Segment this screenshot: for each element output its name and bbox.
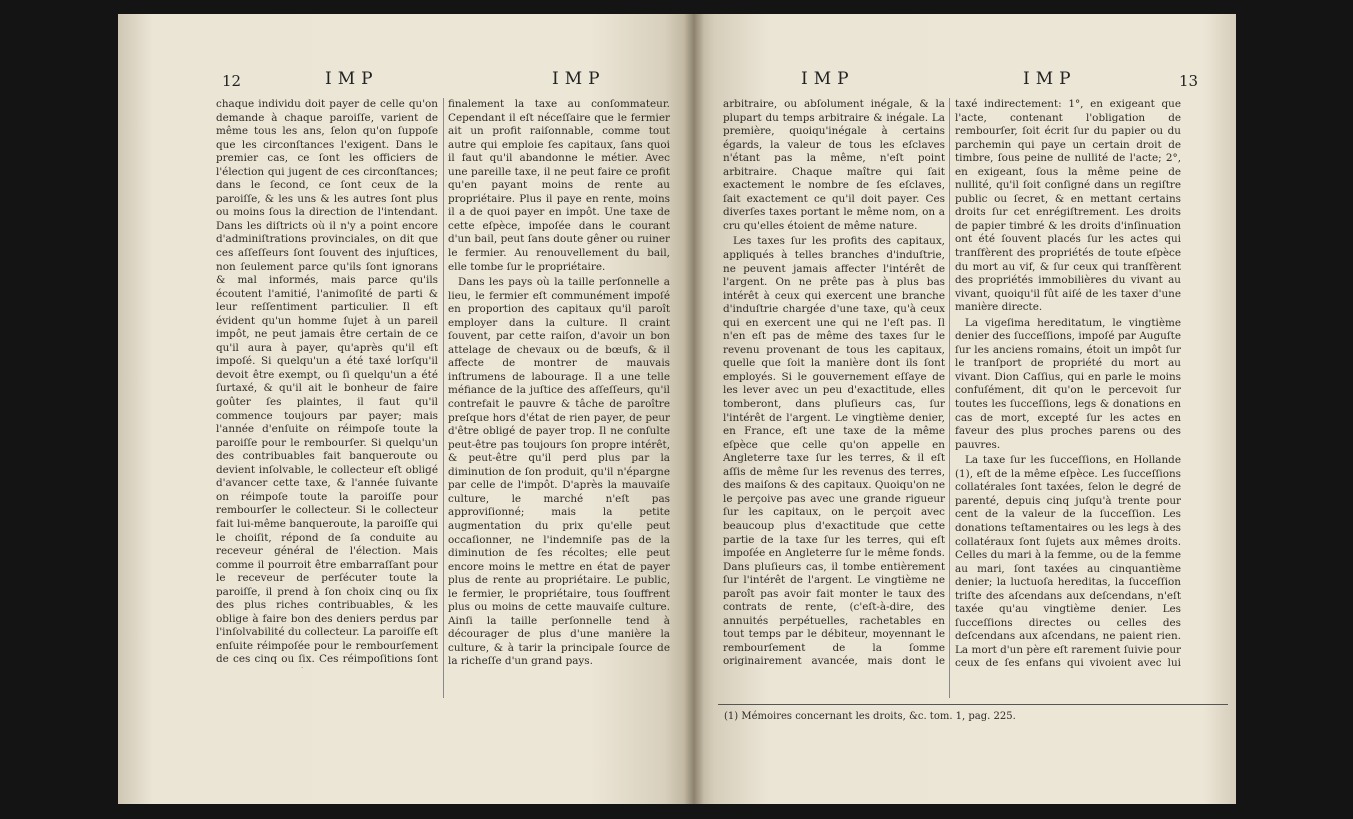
book-gutter (684, 14, 704, 804)
running-head-left-2: IMP (552, 69, 606, 89)
right-column-2 (955, 98, 1181, 668)
paragraph: Dans les pays où la taille perſonnelle a lieu, le fermier eſt communément impoſé en proportion des capitaux qu'il paroît employer dans la culture. Il craint ſouvent, par cette raiſon, d'avoir un bon attelage de chevaux ou de bœufs, & il affecte de montrer de mauvais inſtrumens de labourage. Il a une telle méfiance de la juſtice des aſſeſſeurs, qu'il contrefait le pauvre & tâche de paroître preſque hors d'état de rien payer, de peur d'être obligé de payer trop. Il ne conſulte peut-être pas toujours ſon propre intérêt, & peut-être qu'il perd plus par la diminution de ſon produit, qu'il n'épargne par celle de l'impôt. D'après la mauvaiſe culture, le marché n'eſt pas approviſionné; mais la petite augmentation du prix qu'elle peut occaſionner, ne l'indemniſe pas de la diminution de ſes récoltes; elle peut encore moins le mettre en état de payer plus de rente au propriétaire. Le public, le fermier, le propriétaire, tous ſouffrent plus ou moins de cette mauvaiſe culture. Ainſi la taille perſonnelle tend à décourager de plus d'une manière la culture, & à tarir la principale ſource de la richeſſe d'un grand pays. (448, 276, 670, 668)
book-spread (118, 14, 1236, 804)
page-number-right: 13 (1179, 72, 1199, 90)
column-rule (443, 98, 444, 698)
paragraph: chaque individu doit payer de celle qu'on demande à chaque paroiſſe, varient de même tous les ans, ſelon qu'on ſuppoſe que les circonſtances l'exigent. Dans le premier cas, ce ſont les officiers de l'élection qui jugent de ces circonſtances; dans le ſecond, ce ſont ceux de la paroiſſe, & les uns & les autres ſont plus ou moins ſous la direction de l'intendant. Dans les diſtricts où il n'y a point encore d'adminiſtrations provinciales, on dit que ces aſſeſſeurs ſont ſouvent des injuſtices, non ſeulement parce qu'ils ſont ignorans & mal informés, mais parce qu'ils écoutent l'amitié, l'animoſité de parti & leur reſſentiment particulier. Il eſt évident qu'un homme ſujet à un pareil impôt, ne peut jamais être certain de ce qu'il aura à payer, qu'après qu'il eſt impoſé. Si quelqu'un a été taxé lorſqu'il devoit être exempt, ou ſi quelqu'un a été ſurtaxé, & qu'il ait le bonheur de faire goûter ſes plaintes, il faut qu'il commence toujours par payer; mais l'année d'enſuite on réimpoſe toute la paroiſſe pour le rembourſer. Si quelqu'un des contribuables fait banqueroute ou devient inſolvable, le collecteur eſt obligé d'avancer cette taxe, & l'année ſuivante on réimpoſe toute la paroiſſe pour rembourſer le collecteur. Si le collecteur fait lui-même banqueroute, la paroiſſe qui le choiſit, répond de ſa conduite au receveur général de l'élection. Mais comme il pourroit être embarraſſant pour le receveur de perſécuter toute la paroiſſe, il prend à ſon choix cinq ou ſix des plus riches contribuables, & les oblige à faire bon des deniers perdus par l'inſolvabilité du collecteur. La paroiſſe eſt enſuite réimpoſée pour le rembourſement de ces cinq ou ſix. Ces réimpoſitions ſont (216, 98, 438, 666)
paragraph: Les taxes ſur les profits des capitaux, appliqués à telles branches d'induſtrie, ne peuvent jamais affecter l'intérêt de l'argent. On ne prête pas à plus bas intérêt à ceux qui exercent une branche d'induſtrie chargée d'une taxe, qu'à ceux qui en exercent une qui ne l'eſt pas. Il n'en eſt pas de même des taxes ſur le revenu provenant de tous les capitaux, quelle que ſoit la manière dont ils ſont employés. Si le gouvernement eſſaye de les lever avec un peu d'exactitude, elles tomberont, dans pluſieurs cas, ſur l'intérêt de l'argent. Le vingtième denier, en France, eſt une taxe de la même eſpèce que celle qu'on appelle en Angleterre taxe ſur les terres, & il eſt aſſis de même ſur les revenus des terres, des maiſons & des capitaux. Quoiqu'on ne le perçoive pas avec une grande rigueur ſur les capitaux, on le perçoit avec beaucoup plus d'exactitude que cette partie de la taxe ſur les terres, qui eſt impoſée en Angleterre ſur le même fonds. Dans pluſieurs cas, il tombe entièrement ſur l'intérêt de l'argent. Le vingtième ne paroît pas avoir fait monter le taux des contrats de rente, (c'eſt-à-dire, des annuités perpétuelles, rachetables en tout temps par le débiteur, moyennant le rembourſement de la ſomme originairement avancée, mais dont le (723, 235, 945, 668)
paragraph: finalement la taxe au conſommateur. Cependant il eſt néceſſaire que le fermier ait un profit raiſonnable, comme tout autre qui emploie ſes capitaux, ſans quoi il faut qu'il abandonne le métier. Avec une pareille taxe, il ne peut faire ce profit qu'en payant moins de rente au propriétaire. Plus il paye en rente, moins il a de quoi payer en impôt. Une taxe de cette eſpèce, impoſée dans le courant d'un bail, peut ſans doute gêner ou ruiner le fermier. Au renouvellement du bail, elle tombe ſur le propriétaire. (448, 98, 670, 273)
paragraph: taxé indirectement: 1°, en exigeant que l'acte, contenant l'obligation de rembourſer, ſoit écrit ſur du papier ou du parchemin qui paye un certain droit de timbre, ſous peine de nullité de l'acte; 2°, en exigeant, ſous la même peine de nullité, qu'il ſoit conſigné dans un regiſtre public ou ſecret, & en mettant certains droits ſur cet enrégiſtrement. Les droits de papier timbré & les droits d'inſinuation ont été ſouvent placés ſur les actes qui tranſfèrent des propriétés de toute eſpèce du mort au vif, & ſur ceux qui tranſfèrent des propriétés immobilières du vivant au vivant, quoiqu'il fût aiſé de les taxer d'une manière directe. (955, 98, 1181, 314)
paragraph: La taxe ſur les ſucceſſions, en Hollande (1), eſt de la même eſpèce. Les ſucceſſions collatérales ſont taxées, ſelon le degré de parenté, depuis cinq juſqu'à trente pour cent de la valeur de la ſucceſſion. Les donations teſtamentaires ou les legs à des collatéraux ſont ſujets aux mêmes droits. Celles du mari à la femme, ou de la femme au mari, ſont taxées au cinquantième denier; la luctuoſa hereditas, la ſucceſſion triſte des aſcendans aux deſcendans, n'eſt taxée qu'au vingtième denier. Les ſucceſſions directes ou celles des deſcendans aux aſcendans, ne paient rien. La mort d'un père eſt rarement ſuivie pour ceux de ſes enfans qui vivoient avec lui (955, 454, 1181, 668)
running-head-right-2: IMP (1023, 69, 1077, 89)
left-column-1 (216, 98, 438, 668)
left-column-2 (448, 98, 670, 668)
paragraph: La vigeſima hereditatum, le vingtième denier des ſucceſſions, impoſé par Auguſte ſur les anciens romains, étoit un impôt ſur le tranſport de propriété du mort au vivant. Dion Caſſius, qui en parle le moins confuſément, dit qu'on le percevoit ſur toutes les ſucceſſions, legs & donations en cas de mort, excepté ſur les actes en faveur des plus proches parens ou des pauvres. (955, 316, 1181, 451)
running-head-left-1: IMP (325, 69, 379, 89)
page-number-left: 12 (222, 72, 242, 90)
right-page (693, 14, 1236, 804)
running-head-right-1: IMP (801, 69, 855, 89)
paragraph: arbitraire, ou abſolument inégale, & la plupart du temps arbitraire & inégale. La première, quoiqu'inégale à certains égards, la valeur de tous les eſclaves n'étant pas la même, n'eſt point arbitraire. Chaque maître qui ſait exactement le nombre de ſes eſclaves, ſait exactement ce qu'il doit payer. Ces diverſes taxes portant le même nom, on a cru qu'elles étoient de même nature. (723, 98, 945, 232)
footnote: (1) Mémoires concernant les droits, &c. tom. 1, pag. 225. (724, 711, 1016, 722)
right-column-1 (723, 98, 945, 668)
left-page (118, 14, 693, 804)
footnote-rule (718, 704, 1228, 705)
column-rule (949, 98, 950, 698)
